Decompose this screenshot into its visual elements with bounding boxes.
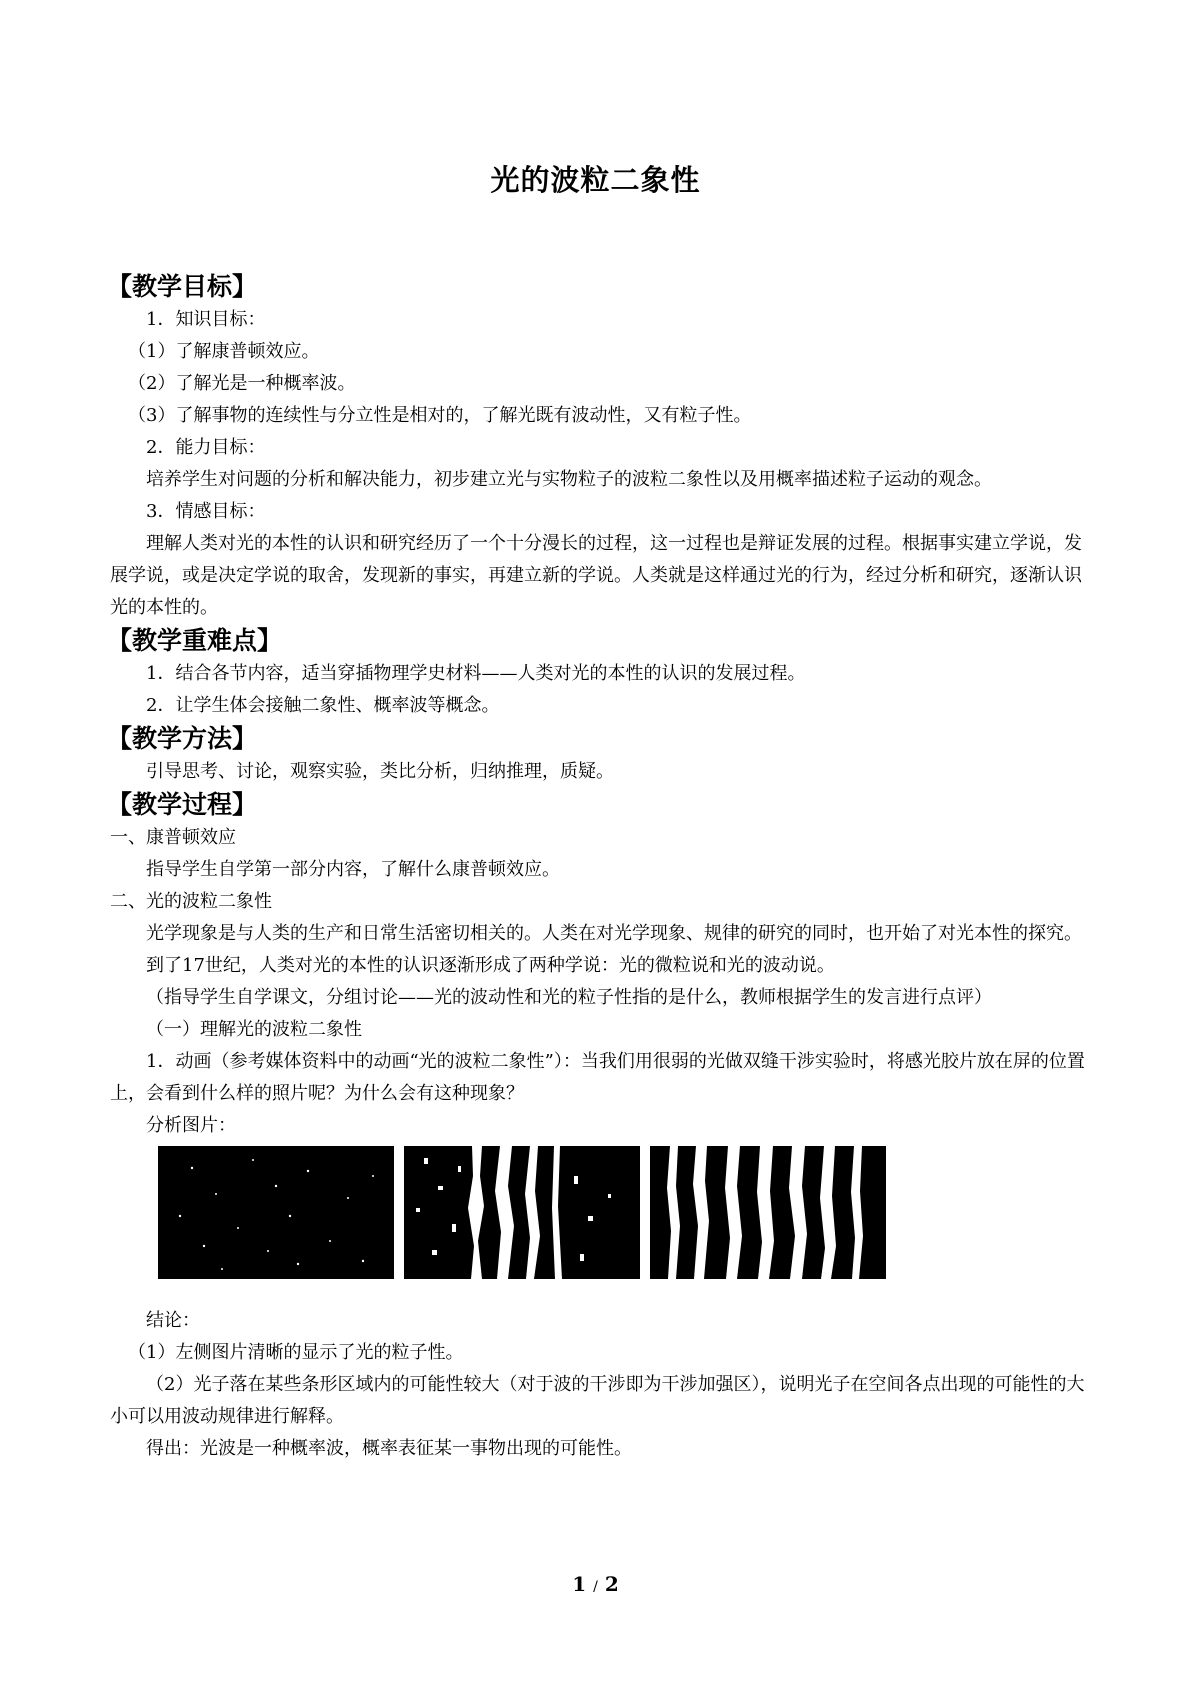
duality-paragraph-2: 到了17世纪，人类对光的本性的认识逐渐形成了两种学说：光的微粒说和光的波动说。 <box>146 955 835 976</box>
emotion-goal-label: 3．情感目标： <box>146 501 266 522</box>
duality-paragraph-3: （指导学生自学课文，分组讨论——光的波动性和光的粒子性指的是什么，教师根据学生的发言进行点评） <box>146 987 992 1008</box>
knowledge-item-2: （2）了解光是一种概率波。 <box>128 373 356 394</box>
conclusion-2: （2）光子落在某些条形区域内的可能性较大（对于波的干涉即为干涉加强区），说明光子在空间各点出现的可能性的大小可以用波动规律进行解释。 <box>110 1374 1085 1427</box>
page-separator: / <box>593 1579 598 1595</box>
section-compton: 一、康普顿效应 <box>110 827 236 848</box>
page-number <box>0 1572 1191 1596</box>
knowledge-item-3: （3）了解事物的连续性与分立性是相对的，了解光既有波动性，又有粒子性。 <box>128 405 752 426</box>
heading-process: 【教学过程】 <box>107 790 258 819</box>
animation-text: 1．动画（参考媒体资料中的动画“光的波粒二象性”）：当我们用很弱的光做双缝干涉实验时，将感光胶片放在屏的位置上，会看到什么样的照片呢？为什么会有这种现象？ <box>110 1051 1085 1104</box>
subsection-understand: （一）理解光的波粒二象性 <box>146 1019 362 1040</box>
result-text: 得出：光波是一种概率波，概率表征某一事物出现的可能性。 <box>146 1438 632 1459</box>
heading-keypoints: 【教学重难点】 <box>107 626 283 655</box>
page-current: 1 <box>572 1572 587 1596</box>
heading-methods: 【教学方法】 <box>107 724 258 753</box>
duality-paragraph-1: 光学现象是与人类的生产和日常生活密切相关的。人类在对光学现象、规律的研究的同时，也开始了对光本性的探究。 <box>146 923 1082 944</box>
methods-text: 引导思考、讨论，观察实验，类比分析，归纳推理，质疑。 <box>146 761 614 782</box>
heading-goals: 【教学目标】 <box>107 272 258 301</box>
ability-goal-text: 培养学生对问题的分析和解决能力，初步建立光与实物粒子的波粒二象性以及用概率描述粒子运动的观念。 <box>146 469 992 490</box>
figure-sparse-photons <box>158 1146 394 1279</box>
figure-row <box>158 1146 1095 1279</box>
emotion-goal-text: 理解人类对光的本性的认识和研究经历了一个十分漫长的过程，这一过程也是辩证发展的过程。根据事实建立学说，发展学说，或是决定学说的取舍，发现新的事实，再建立新的学说。人类就是这样通过光的行为，经过分析和研究，逐渐认识光的本性的。 <box>110 533 1082 618</box>
conclusion-label: 结论： <box>146 1310 200 1331</box>
ability-goal-label: 2．能力目标： <box>146 437 266 458</box>
compton-text: 指导学生自学第一部分内容，了解什么康普顿效应。 <box>146 859 560 880</box>
analyze-label: 分析图片： <box>146 1115 236 1136</box>
figure-clear-fringes <box>650 1146 886 1279</box>
document-body <box>107 270 1095 1465</box>
keypoint-1: 1．结合各节内容，适当穿插物理学史材料——人类对光的本性的认识的发展过程。 <box>146 663 806 684</box>
conclusion-1: （1）左侧图片清晰的显示了光的粒子性。 <box>128 1342 464 1363</box>
keypoint-2: 2．让学生体会接触二象性、概率波等概念。 <box>146 695 500 716</box>
section-duality: 二、光的波粒二象性 <box>110 891 272 912</box>
page-total: 2 <box>604 1572 619 1596</box>
knowledge-goal-label: 1．知识目标： <box>146 309 266 330</box>
figure-partial-fringes <box>404 1146 640 1279</box>
page-title: 光的波粒二象性 <box>490 163 701 197</box>
knowledge-item-1: （1）了解康普顿效应。 <box>128 341 320 362</box>
